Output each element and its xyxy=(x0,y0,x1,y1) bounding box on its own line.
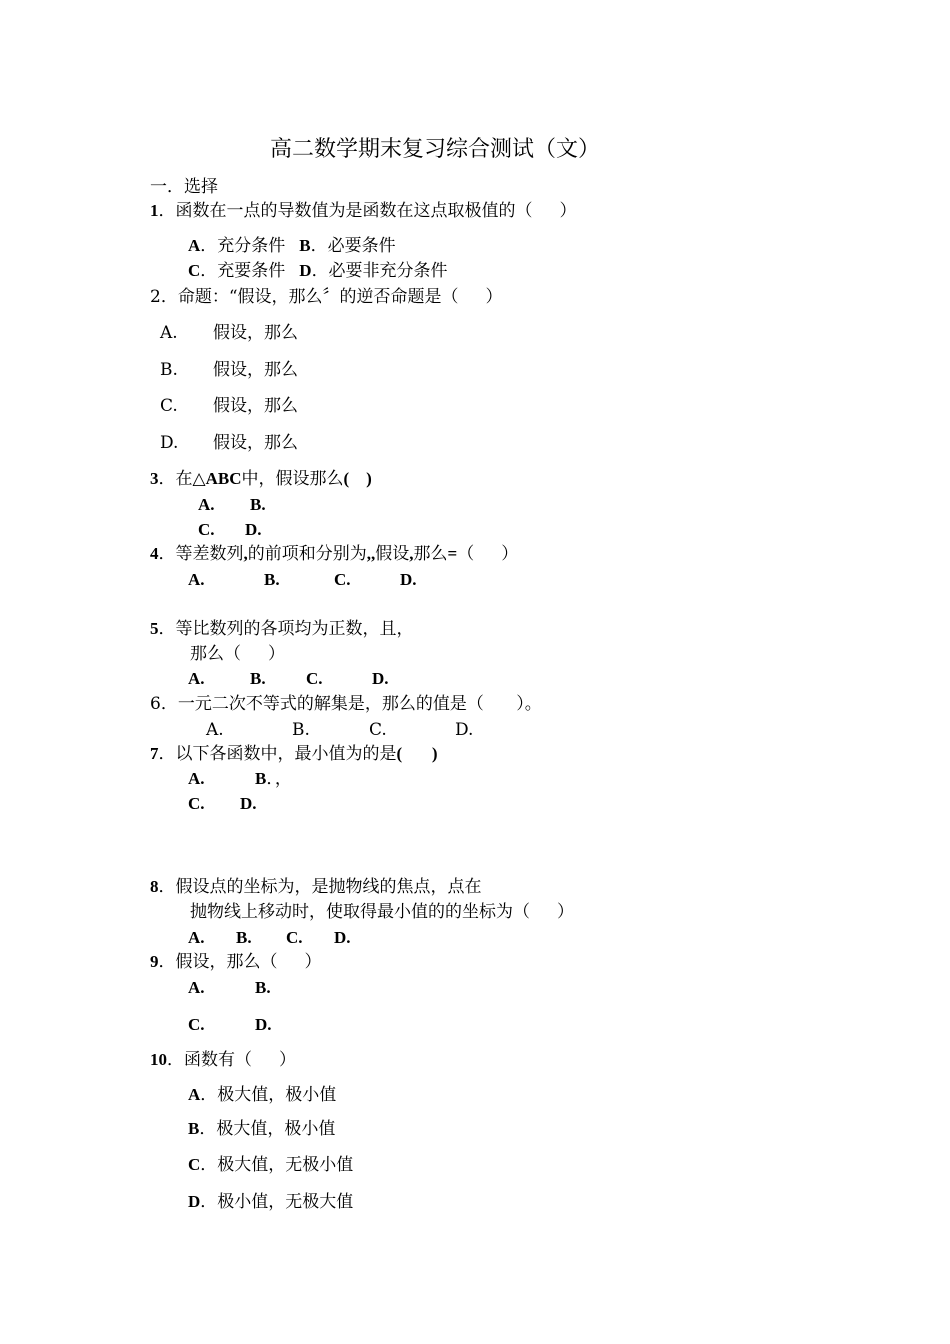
option-label: C xyxy=(188,794,201,813)
option-label: B xyxy=(236,928,248,947)
option-dot: . xyxy=(298,928,303,947)
question-text: 假设 xyxy=(375,544,410,564)
q2-option-b xyxy=(160,359,298,381)
q8-option-b xyxy=(236,927,252,949)
option-dot: . xyxy=(247,928,252,947)
question-4 xyxy=(150,543,518,565)
option-dot: . xyxy=(200,928,205,947)
option-text: 假设，那么 xyxy=(213,360,298,380)
option-text: ．充要条件 xyxy=(200,261,286,281)
question-text: 的前项和分别为 xyxy=(247,544,367,564)
option-dot: . xyxy=(346,928,351,947)
option-label: B xyxy=(255,769,267,788)
question-text: ．函数有（ ） xyxy=(167,1050,297,1070)
option-label: D xyxy=(245,520,258,539)
q6-option-b: B. xyxy=(292,720,310,740)
question-8-line-2: 抛物线上移动时，使取得最小值的的坐标为（ ） xyxy=(190,902,575,922)
punctuation: , xyxy=(243,544,248,563)
q5-option-a xyxy=(188,668,205,690)
answer-paren: ( ) xyxy=(343,469,372,488)
question-text: ．假设点的坐标为，是抛物线的焦点，点在 xyxy=(158,877,482,897)
option-label: C xyxy=(188,1155,201,1174)
question-2: 2．命题：“假设，那么〞的逆否命题是（ ） xyxy=(150,287,503,307)
question-number: 10 xyxy=(150,1050,167,1069)
option-label: D xyxy=(255,1015,268,1034)
option-label: D xyxy=(240,794,253,813)
question-text: ．等比数列的各项均为正数，且， xyxy=(158,619,414,639)
section-heading: 一．选择 xyxy=(150,177,218,197)
option-label: B xyxy=(250,669,262,688)
q2-option-d xyxy=(160,432,298,454)
question-5-line-2: 那么（ ） xyxy=(190,644,286,664)
option-label: D xyxy=(400,570,413,589)
option-label: A xyxy=(188,236,201,255)
option-dot: . xyxy=(318,669,323,688)
question-6: 6．一元二次不等式的解集是，那么的值是（ ）。 xyxy=(150,694,542,714)
q7-option-d xyxy=(240,793,257,815)
option-label: D xyxy=(188,1192,201,1211)
option-label: C xyxy=(188,261,201,280)
q6-option-a: A. xyxy=(206,720,224,740)
q3-option-b xyxy=(250,494,266,516)
q10-option-c xyxy=(188,1154,353,1176)
option-dot: . xyxy=(200,1015,205,1034)
option-label: A xyxy=(188,669,201,688)
option-label: C xyxy=(306,669,319,688)
equals-sign: = xyxy=(447,544,458,563)
option-label: C xyxy=(198,520,211,539)
q9-option-d xyxy=(255,1014,272,1036)
q5-option-d xyxy=(372,668,389,690)
option-text: ．极大值，极小值 xyxy=(199,1119,336,1139)
option-label: C xyxy=(286,928,299,947)
option-dot: . xyxy=(384,669,389,688)
option-label: D xyxy=(372,669,385,688)
question-number: 3 xyxy=(150,469,159,488)
q4-option-c xyxy=(334,569,351,591)
q10-option-a xyxy=(188,1084,336,1106)
q2-option-c xyxy=(160,395,298,417)
option-text: ．极大值，极小值 xyxy=(200,1085,337,1105)
q3-option-a xyxy=(198,494,215,516)
option-label: D xyxy=(299,261,312,280)
option-label: B xyxy=(299,236,311,255)
option-label: D. xyxy=(160,433,179,453)
option-dot: . xyxy=(252,794,257,813)
q7-option-c xyxy=(188,793,205,815)
option-text: ．， xyxy=(266,769,292,789)
question-9 xyxy=(150,951,322,973)
option-label: A xyxy=(188,928,201,947)
answer-paren: ( ) xyxy=(396,744,438,763)
option-dot: . xyxy=(346,570,351,589)
q8-option-a xyxy=(188,927,205,949)
q4-option-b xyxy=(264,569,280,591)
question-text: ．在△ xyxy=(158,469,206,489)
question-text: ．以下各函数中，最小值为的是 xyxy=(158,744,397,764)
option-label: D xyxy=(334,928,347,947)
q3-option-d xyxy=(245,519,262,541)
option-dot: . xyxy=(200,794,205,813)
option-label: A xyxy=(188,978,201,997)
punctuation: ,, xyxy=(366,544,376,563)
question-number: 5 xyxy=(150,619,159,638)
option-text: ．必要非充分条件 xyxy=(311,261,448,281)
q9-option-c xyxy=(188,1014,205,1036)
question-text: 中，假设那么 xyxy=(241,469,344,489)
q10-option-b xyxy=(188,1118,335,1140)
page-title: 高二数学期末复习综合测试（文） xyxy=(270,137,601,162)
q10-option-d xyxy=(188,1191,353,1213)
question-number: 4 xyxy=(150,544,159,563)
option-label: B xyxy=(188,1119,200,1138)
question-number: 7 xyxy=(150,744,159,763)
option-label: B xyxy=(255,978,267,997)
option-dot: . xyxy=(200,769,205,788)
question-text: ．假设，那么（ ） xyxy=(158,952,322,972)
q3-option-c xyxy=(198,519,215,541)
option-dot: . xyxy=(257,520,262,539)
punctuation: , xyxy=(409,544,414,563)
option-dot: . xyxy=(266,978,271,997)
option-dot: . xyxy=(200,570,205,589)
q2-option-a xyxy=(160,322,298,344)
q5-option-c xyxy=(306,668,323,690)
option-dot: . xyxy=(210,495,215,514)
q6-option-c: C. xyxy=(369,720,387,740)
q8-option-c xyxy=(286,927,303,949)
question-8 xyxy=(150,876,482,898)
q4-option-d xyxy=(400,569,417,591)
option-dot: . xyxy=(200,669,205,688)
answer-paren: （ ） xyxy=(457,544,519,564)
q4-option-a xyxy=(188,569,205,591)
option-text: ．极大值，无极小值 xyxy=(200,1155,354,1175)
question-3 xyxy=(150,468,372,490)
question-number: 8 xyxy=(150,877,159,896)
triangle-name: ABC xyxy=(205,469,242,488)
option-label: A xyxy=(188,769,201,788)
question-5 xyxy=(150,618,414,640)
question-number: 1 xyxy=(150,201,159,220)
option-dot: . xyxy=(267,1015,272,1034)
q1-options-row-2 xyxy=(188,260,448,282)
q6-option-d: D. xyxy=(455,720,474,740)
question-1 xyxy=(150,200,577,222)
option-label: A xyxy=(188,570,201,589)
q9-option-b xyxy=(255,977,271,999)
question-10 xyxy=(150,1049,296,1071)
question-number: 9 xyxy=(150,952,159,971)
option-label: B. xyxy=(160,360,178,380)
option-label: C xyxy=(188,1015,201,1034)
option-text: 假设，那么 xyxy=(213,433,298,453)
option-label: A. xyxy=(160,323,178,343)
q1-options-row-1 xyxy=(188,235,396,257)
option-label: A xyxy=(198,495,211,514)
question-7 xyxy=(150,743,438,765)
option-dot: . xyxy=(275,570,280,589)
option-dot: . xyxy=(210,520,215,539)
question-text: 那么 xyxy=(413,544,448,564)
option-dot: . xyxy=(412,570,417,589)
q7-option-a xyxy=(188,768,205,790)
q7-option-b xyxy=(255,768,292,790)
option-text: 假设，那么 xyxy=(213,396,298,416)
option-label: B xyxy=(250,495,262,514)
q8-option-d xyxy=(334,927,351,949)
q5-option-b xyxy=(250,668,266,690)
option-dot: . xyxy=(261,669,266,688)
option-text: ．必要条件 xyxy=(310,236,396,256)
question-text: ．函数在一点的导数值为是函数在这点取极值的（ ） xyxy=(158,201,577,221)
option-label: B xyxy=(264,570,276,589)
option-dot: . xyxy=(261,495,266,514)
option-text: ．充分条件 xyxy=(200,236,286,256)
option-dot: . xyxy=(200,978,205,997)
option-text: 假设，那么 xyxy=(213,323,298,343)
option-text: ．极小值，无极大值 xyxy=(200,1192,354,1212)
option-label: C. xyxy=(160,396,178,416)
question-text: ．等差数列 xyxy=(158,544,244,564)
option-label: C xyxy=(334,570,347,589)
option-label: A xyxy=(188,1085,201,1104)
q9-option-a xyxy=(188,977,205,999)
